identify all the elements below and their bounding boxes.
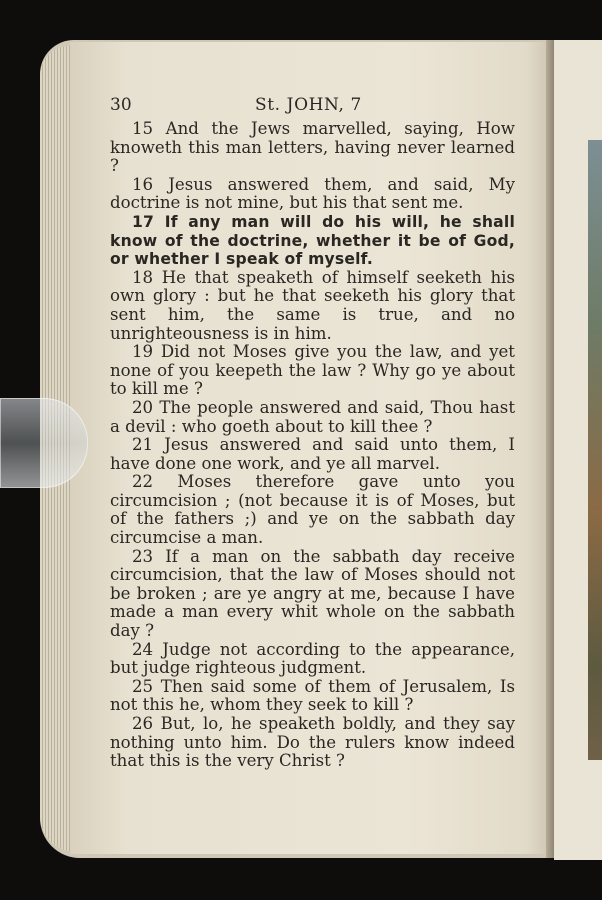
verse-text: If a man on the sabbath day receive circumcision, that the law of Moses should not be broken ; are ye angry at me, because I have made a man every whit whole on the sabbath day ? xyxy=(110,546,515,641)
verse-18 xyxy=(110,269,515,343)
page-header xyxy=(110,96,515,118)
verse-number: 18 xyxy=(132,267,154,287)
verse-text: The people answered and said, Thou hast a devil : who goeth about to kill thee ? xyxy=(110,397,515,436)
verse-21 xyxy=(110,436,515,473)
verse-number: 23 xyxy=(132,546,154,566)
verse-23 xyxy=(110,548,515,641)
verse-16 xyxy=(110,176,515,213)
verse-text: Judge not according to the appearance, but judge righteous judgment. xyxy=(110,639,515,678)
verse-text: Did not Moses give you the law, and yet none of you keepeth the law ? Why go ye about to kill me ? xyxy=(110,342,515,399)
verse-25 xyxy=(110,678,515,715)
verse-text: Then said some of them of Jerusalem, Is not this he, whom they seek to kill ? xyxy=(110,676,515,715)
verse-number: 16 xyxy=(132,174,154,194)
verse-19 xyxy=(110,343,515,399)
verse-24 xyxy=(110,641,515,678)
verse-22 xyxy=(110,473,515,547)
verse-17 xyxy=(110,213,515,269)
verse-20 xyxy=(110,399,515,436)
verse-text: If any man will do his will, he shall know of the doctrine, whether it be of God, or whether I speak of myself. xyxy=(110,212,515,269)
verse-number: 15 xyxy=(132,119,154,138)
verse-text: He that speaketh of himself seeketh his own glory : but he that seeketh his glory that sent him, the same is true, and no unrighteousness is in him. xyxy=(110,267,515,343)
verse-text: Moses therefore gave unto you circumcision ; (not because it is of Moses, but of the fathers ;) and ye on the sabbath day circumcise a man. xyxy=(110,472,515,548)
verse-number: 25 xyxy=(132,676,154,696)
verse-26 xyxy=(110,715,515,771)
book-gutter xyxy=(546,40,554,858)
verse-text: Jesus answered them, and said, My doctrine is not mine, but his that sent me. xyxy=(110,174,515,213)
verse-text: But, lo, he speaketh boldly, and they say nothing unto him. Do the rulers know indeed that this is the very Christ ? xyxy=(110,714,515,771)
verse-text: And the Jews marvelled, saying, How knoweth this man letters, having never learned ? xyxy=(110,119,515,176)
verse-number: 17 xyxy=(132,212,155,231)
verse-number: 19 xyxy=(132,342,154,362)
verse-number: 21 xyxy=(132,435,154,455)
verse-number: 20 xyxy=(132,397,154,417)
verse-number: 24 xyxy=(132,639,154,659)
bookmark-clip xyxy=(0,398,88,488)
verse-number: 22 xyxy=(132,472,154,492)
running-head: St. JOHN, 7 xyxy=(255,95,362,115)
verse-number: 26 xyxy=(132,714,154,733)
facing-illustration xyxy=(588,140,602,760)
page-text xyxy=(110,96,515,771)
page-number: 30 xyxy=(110,95,132,115)
verse-text: Jesus answered and said unto them, I have done one work, and ye all marvel. xyxy=(110,435,515,473)
verse-15 xyxy=(110,120,515,176)
